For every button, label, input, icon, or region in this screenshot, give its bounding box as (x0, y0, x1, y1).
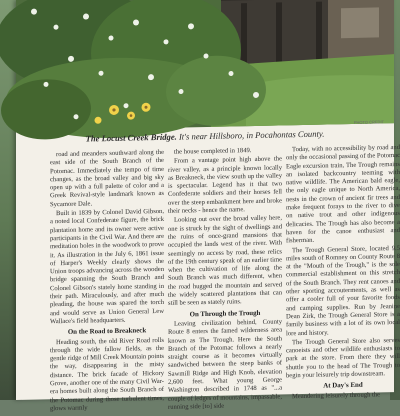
text-column-3 (286, 144, 400, 402)
paragraph: Today, with no accessibility by road and only the occasional passing of the Potomac Eagle excursion train, The Trough remains an isolated backcountry teeming with native wildlife. The American bald eagle, the only eagle unique to North America, nests in the crown of ancient fir trees and make frequent forays to the river to dive on native trout and other indigenous delicacies. The Trough has also become a haven for the canoe enthusiast and fisherman. (286, 143, 400, 245)
paragraph: Looking out over the broad valley here, one is struck by the sight of dwellings and the ruins of once-grand mansions that occupied the lands west of the river. With seemingly no access by road, these relics of the 19th century speak of an earlier time when the cultivation of life along the South Branch was much different, when the road hugged the mountain and served the widely scattered plantations that can still be seen as stately ruins. (168, 214, 282, 308)
text-column-1 (50, 149, 164, 415)
bridge-photo (16, 0, 394, 131)
text-column-2 (168, 146, 282, 413)
paragraph: road and meanders southward along the east side of the South Branch of the Potomac. Immediately the tempo of time changes, as the broad valley and big sky open up with a full palette of color and a Greek Revival-style landmark known as Sycamore Dale. (50, 148, 164, 209)
magazine-page (16, 0, 400, 413)
paragraph: Meandering leisurely through the (292, 390, 381, 400)
photo-credit: PHOTO CREDIT (353, 119, 384, 125)
section-heading: At Day's End (323, 382, 363, 390)
paragraph: From a vantage point high above the river valley, as a principle known locally as Breakneck, the view south up the valley is spectacular. Legend has it that two Confederate soldiers and their horses fell over the steep embankment here and broke their necks - hence the name. (168, 155, 282, 215)
paragraph: Built in 1839 by Colonel David Gibson, a noted local Confederate figure, the brick plantation home and its owner were active participants in the Civil War. And there are meditation holes in the woodwork to prove it. As illustration in the July 6, 1861 issue of Harper's Weekly clearly shows the Union troops advancing across the wooden bridge spanning the South Branch and Colonel Gibson's stately home standing in their path. Miraculously, and after much pleading, the house was spared the torch and would serve as Union General Lew Wallace's field headquarters. (50, 207, 164, 326)
paragraph: Heading south, the old River Road rolls through the wide fallow fields, as the gentle ridge of Mill Creek Mountain points the way, disappearing in the misty distance. The brick facade of Hickory Grove, another one of the many Civil War-era homes built along the South Branch of the Potomac during those turbulent times, glows warmly (50, 336, 164, 413)
section-heading: On Through the Trough (189, 309, 261, 319)
caption-title: The Locust Creek Bridge. (85, 131, 177, 144)
paragraph: The Trough General Store also serves canoeists and other wildlife enthusiasts to park at the store. From there they will shuttle you to the head of The Trough to begin your leisurely trip downstream. (286, 336, 400, 380)
paragraph: Leaving civilization behind, County Route 8 enters the famed wilderness area known as The Trough. Here the South Branch of the Potomac follows a nearly straight course as it becomes virtually sandwiched between the steep banks of Sawmill Ridge and High Knob, elevation 2,600 feet. What young George Washington described in 1748 as "...a couple of ledges of mountains, impassable, running side [to] side (168, 318, 282, 411)
paragraph: The Trough General Store, located 9.5 miles south of Romney on County Route 8 at the "Mouth of the Trough," is the sole commercial establishment on this stretch of the South Branch. They rent canoes and other sporting accouterments, as well as offer a cooler full of your favorite foods and camping supplies. Run by Jeanine Dean Zirk, the Trough General Store is a family business with a lot of its own local lore and history. (286, 244, 400, 337)
caption-text: It's near Hillsboro, in Pocahontas County. (178, 128, 325, 142)
paragraph: the house completed in 1849. (174, 147, 252, 156)
section-heading: On the Road to Breakneck (67, 327, 147, 337)
